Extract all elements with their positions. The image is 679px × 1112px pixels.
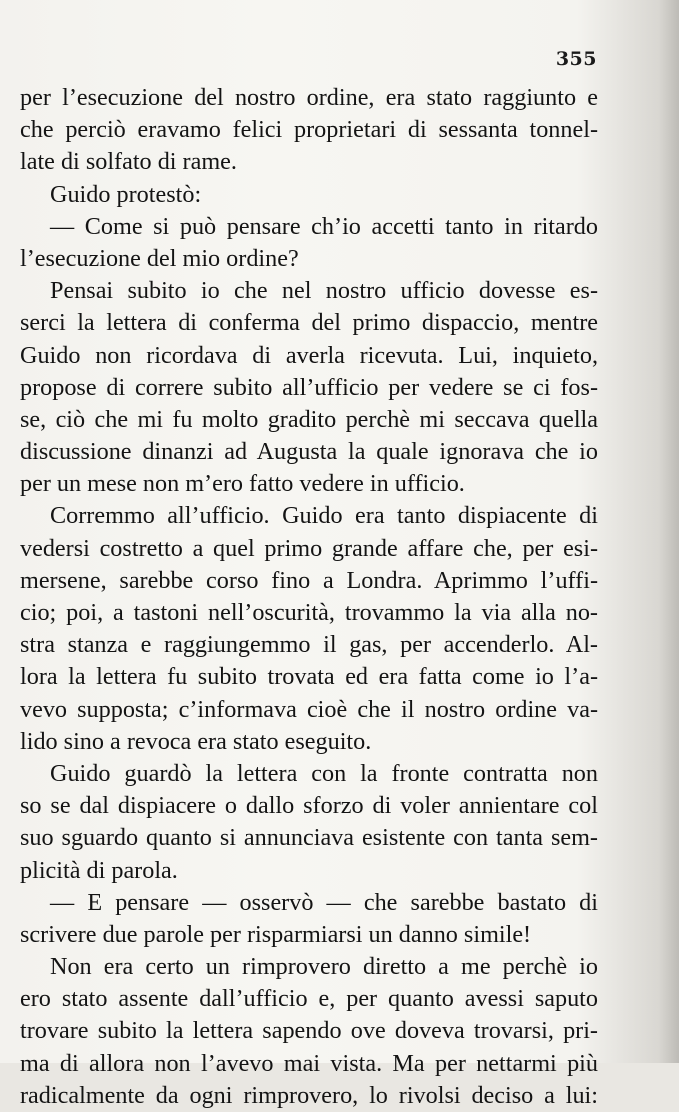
text-line: stra stanza e raggiungemmo il gas, per accenderlo. Al- (20, 631, 598, 659)
text-line: lido sino a revoca era stato eseguito. (20, 727, 372, 755)
text-line: discussione dinanzi ad Augusta la quale ignorava che io (20, 438, 598, 466)
text-line: — E pensare — osservò — che sarebbe bastato di (50, 888, 598, 916)
text-line: so se dal dispiacere o dallo sforzo di voler annientare col (20, 792, 598, 820)
text-line: cio; poi, a tastoni nell’oscurità, trovammo la via alla no- (20, 599, 598, 626)
text-line: Guido protestò: (50, 180, 202, 208)
text-line: radicalmente da ogni rimprovero, lo rivolsi deciso a lui: (20, 1081, 598, 1109)
text-line: ma di allora non l’avevo mai vista. Ma per nettarmi più (20, 1049, 598, 1077)
text-line: ero stato assente dall’ufficio e, per quanto avessi saputo (20, 985, 598, 1013)
text-line: propose di correre subito all’ufficio per vedere se ci fos- (20, 373, 598, 401)
text-line: lora la lettera fu subito trovata ed era fatta come io l’a- (20, 663, 598, 691)
text-line: scrivere due parole per risparmiarsi un danno simile! (20, 920, 532, 948)
text-line: Corremmo all’ufficio. Guido era tanto dispiacente di (50, 502, 598, 530)
text-line: vevo supposta; c’informava cioè che il nostro ordine va- (20, 695, 598, 723)
text-line: late di solfato di rame. (20, 148, 237, 176)
text-line: l’esecuzione del mio ordine? (20, 244, 299, 272)
text-line: Non era certo un rimprovero diretto a me perchè io (50, 953, 598, 981)
body-text (20, 82, 598, 1112)
text-line: Guido non ricordava di averla ricevuta. Lui, inquieto, (20, 341, 598, 369)
text-line: per l’esecuzione del nostro ordine, era stato raggiunto e (20, 84, 598, 111)
text-line: suo sguardo quanto si annunciava esistente con tanta sem- (20, 824, 598, 852)
text-line: Pensai subito io che nel nostro ufficio dovesse es- (50, 277, 598, 305)
text-line: vedersi costretto a quel primo grande affare che, per esi- (20, 534, 598, 562)
text-line: se, ciò che mi fu molto gradito perchè mi seccava quella (20, 405, 598, 433)
text-line: per un mese non m’ero fatto vedere in ufficio. (20, 470, 465, 498)
text-line: — Come si può pensare ch’io accetti tanto in ritardo (50, 212, 598, 240)
page-number: 355 (555, 48, 597, 70)
text-line: Guido guardò la lettera con la fronte contratta non (50, 759, 598, 787)
text-line: che perciò eravamo felici proprietari di sessanta tonnel- (20, 116, 598, 144)
text-line: serci la lettera di conferma del primo dispaccio, mentre (20, 309, 598, 337)
text-line: plicità di parola. (20, 856, 178, 884)
text-line: trovare subito la lettera sapendo ove doveva trovarsi, pri- (20, 1017, 598, 1045)
text-line: mersene, sarebbe corso fino a Londra. Aprimmo l’uffi- (20, 566, 598, 594)
